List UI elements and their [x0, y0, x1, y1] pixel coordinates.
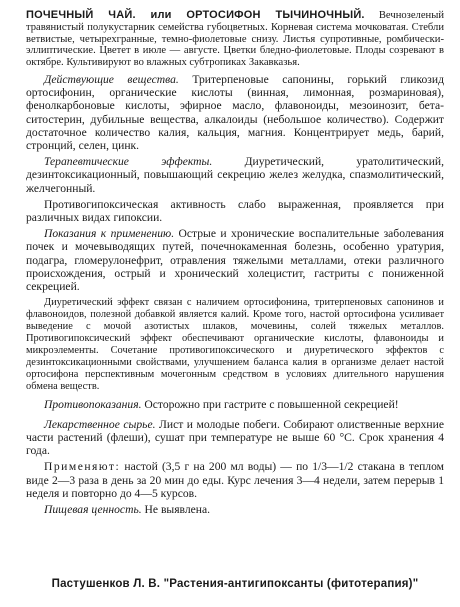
indications-text: Острые и хронические воспалительные заболевания почек и мочевыводящих путей, почечнокаменная болезнь, особенно уратурия, подагра, гломерулонефрит, отравления тяжелыми металлами, отеки различного происхождения, острый и хронический холецистит, гастриты с пониженной секрецией.: [26, 227, 444, 294]
source-citation: Пастушенков Л. В. "Растения-антигипоксанты (фитотерапия)": [51, 578, 419, 590]
usage-label: Применяют:: [44, 460, 121, 474]
intro-paragraph: [26, 10, 444, 69]
usage-text: настой (3,5 г на 200 мл воды) — по 1/3—1/2 стакана в теплом виде 2—3 раза в день за 20 мин до еды. Курс лечения 3—4 недели, затем перерыв 1 неделя и повторно до 4—5 курсов.: [26, 460, 444, 500]
article-title: ПОЧЕЧНЫЙ ЧАЙ. или ОРТОСИФОН ТЫЧИНОЧНЫЙ.: [26, 9, 365, 21]
raw-material-paragraph: [26, 418, 444, 458]
antihypoxic-text: Противогипоксическая активность слабо выраженная, проявляется при различных видах гипоксии.: [26, 197, 444, 225]
active-substances-paragraph: [26, 73, 444, 152]
usage-paragraph: [26, 460, 444, 500]
contraindications-label: Противопоказания.: [44, 398, 142, 412]
note-paragraph: [26, 297, 444, 392]
antihypoxic-paragraph: [26, 198, 444, 224]
indications-paragraph: [26, 227, 444, 293]
effects-paragraph: [26, 155, 444, 195]
food-value-label: Пищевая ценность.: [44, 502, 142, 516]
active-substances-text: Тритерпеновые сапонины, горький гликозид ортосифонин, органические кислоты (винная, лимонная, розмариновая), фенолкарбоновые кислоты, эфирное масло, флавоноиды, мезоинозит, бета-ситостерин, дубильные вещества, алкалоиды (небольшое количество). Содержит достаточное количество калия, кальция, магния. Концентрирует медь, барий, стронций, селен, цинк.: [26, 72, 444, 152]
raw-material-text: Лист и молодые побеги. Собирают олиственные верхние части растений (флеши), сушат при температуре не выше 60 °С. Срок хранения 4 года.: [26, 417, 444, 458]
effects-label: Терапевтические эффекты.: [44, 155, 213, 169]
active-substances-label: Действующие вещества.: [44, 72, 179, 86]
food-value-paragraph: [26, 503, 444, 516]
contraindications-paragraph: [26, 398, 444, 411]
intro-text: Вечнозеленый травянистый полукустарник семейства губоцветных. Корневая система мочковатая. Стебли ветвистые, четырехгранные, темно-фиолетовые снизу. Листья супротивные, ромбически-эллиптические. Цветет в июле — августе. Цветки бледно-фиолетовые. Плоды созревают в октябре. Культивируют во влажных субтропиках Закавказья.: [26, 10, 444, 69]
note-text: Диуретический эффект связан с наличием ортосифонина, тритерпеновых сапонинов и флавоноидов, полезной добавкой является калий. Кроме того, настой ортосифона усиливает выведение с мочой азотистых шлаков, мочевины, солей тяжелых металлов. Противогипоксический эффект обеспечивают органические кислоты, флавоноиды и микроэлементы. Сочетание противогипоксического и диуретического эффектов с дезинтоксикационными свойствами, улучшением баланса калия в организме делает настой ортосифона перспективным мочегонным средством в условиях длительного нарушения обмена веществ.: [26, 297, 444, 392]
raw-material-label: Лекарственное сырье.: [44, 417, 156, 431]
contraindications-text: Осторожно при гастрите с повышенной секрецией!: [141, 398, 399, 412]
effects-text: Диуретический, уратолитический, дезинтоксикационный, повышающий секрецию желез желудка, спазмолитический, желчегонный.: [26, 155, 444, 195]
food-value-text: Не выявлена.: [141, 502, 211, 516]
indications-label: Показания к применению.: [44, 227, 175, 241]
